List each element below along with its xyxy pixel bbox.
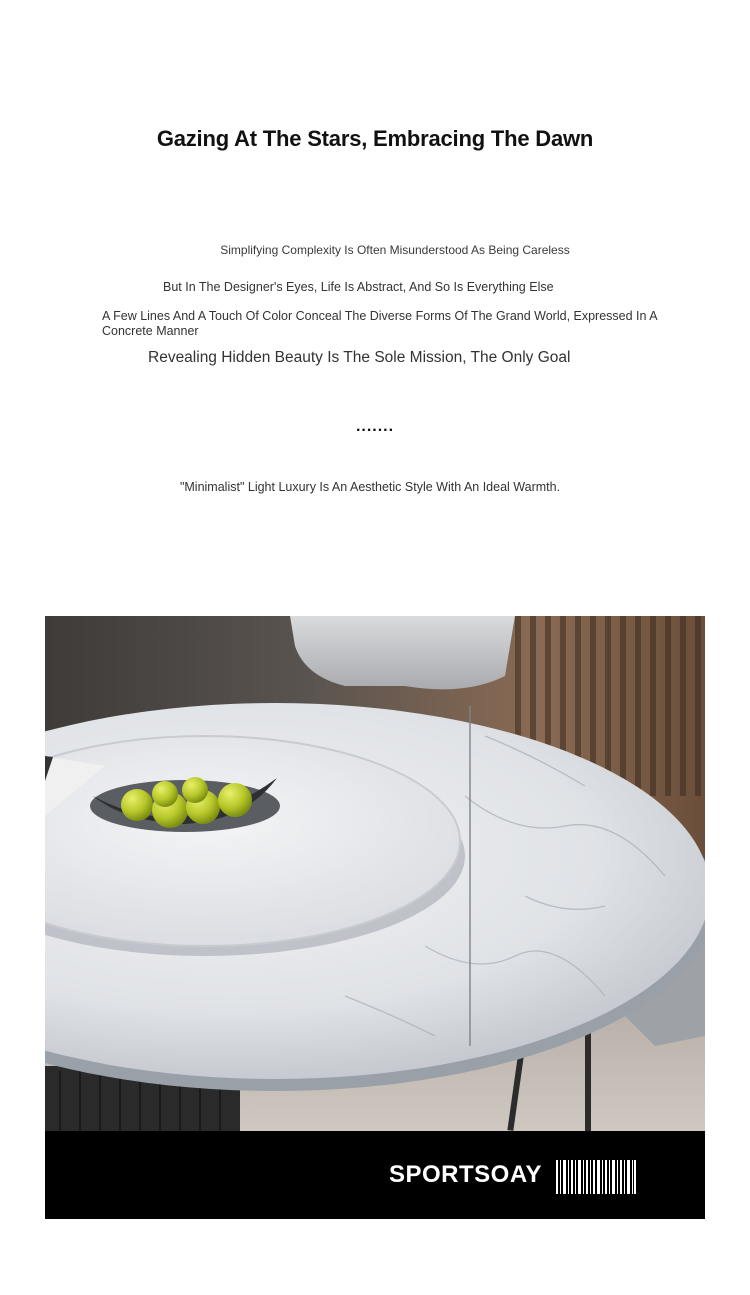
- page-headline: Gazing At The Stars, Embracing The Dawn: [156, 126, 594, 151]
- brand-name: SPORTSOAY: [389, 1161, 542, 1188]
- brand-bar: [45, 1131, 705, 1219]
- tagline-line-5: "Minimalist" Light Luxury Is An Aesthetic Style With An Ideal Warmth.: [179, 480, 561, 494]
- tagline-line-4: Revealing Hidden Beauty Is The Sole Mission, The Only Goal: [148, 349, 571, 366]
- marble-table-illustration: [45, 616, 705, 1131]
- ellipsis-divider: .......: [355, 418, 395, 435]
- barcode-icon: [556, 1160, 636, 1194]
- product-photo: [45, 616, 705, 1131]
- tagline-line-1: Simplifying Complexity Is Often Misunderstood As Being Careless: [220, 243, 570, 257]
- tagline-line-2: But In The Designer's Eyes, Life Is Abstract, And So Is Everything Else: [163, 280, 554, 294]
- tagline-line-3: A Few Lines And A Touch Of Color Conceal The Diverse Forms Of The Grand World, Expressed In A Concrete Manner: [102, 309, 657, 338]
